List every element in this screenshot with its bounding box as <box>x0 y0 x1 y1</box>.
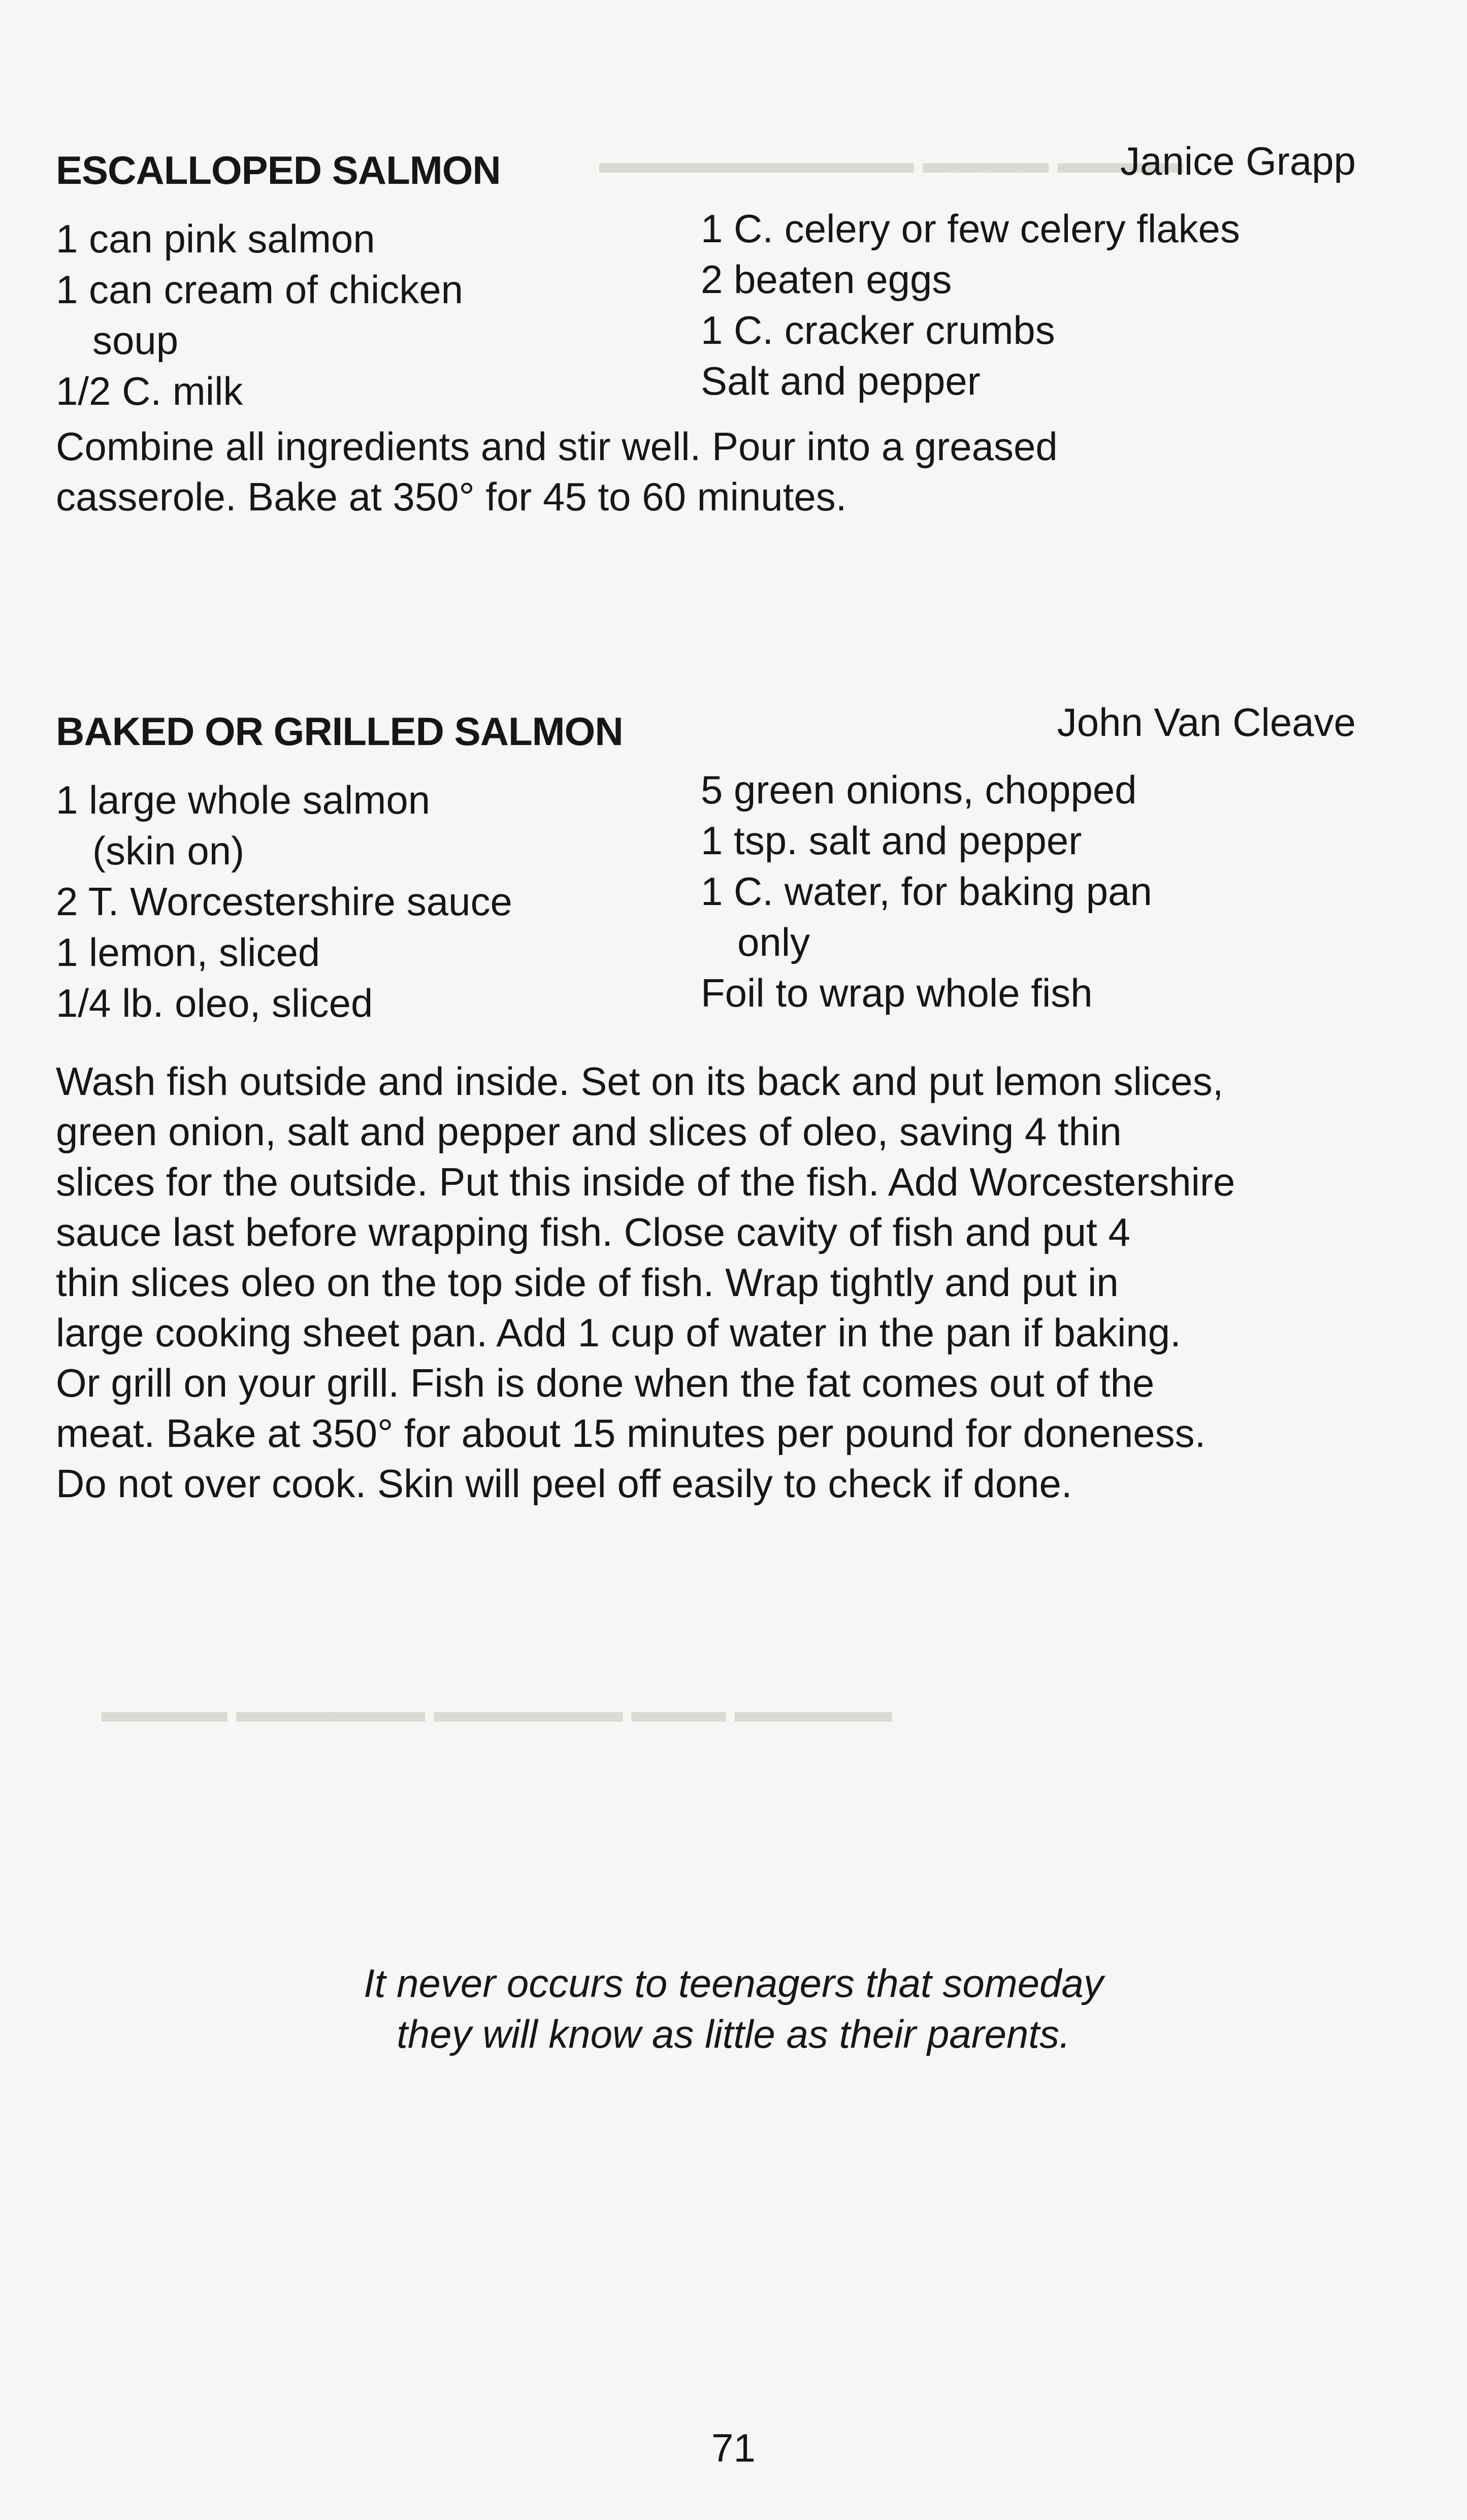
ingredient: 1 C. celery or few celery flakes <box>701 206 1241 251</box>
directions-line: Do not over cook. Skin will peel off easily to check if done. <box>56 1461 1072 1506</box>
ingredient: 1/2 C. milk <box>56 369 243 413</box>
ingredients-right <box>701 764 1152 1018</box>
show-through-texture: ▬▬▬▬▬ ▬▬▬ ▬▬▬▬▬▬ ▬▬▬▬▬▬ ▬▬▬▬ <box>102 1694 892 1729</box>
quote-line: they will know as little as their parents. <box>397 2012 1070 2056</box>
directions-line: sauce last before wrapping fish. Close cavity of fish and put 4 <box>56 1210 1130 1254</box>
ingredient: 1 large whole salmon <box>56 778 431 822</box>
directions-line: meat. Bake at 350° for about 15 minutes per pound for doneness. <box>56 1411 1206 1456</box>
directions-line: green onion, salt and pepper and slices of oleo, saving 4 thin <box>56 1109 1122 1154</box>
recipe-title: BAKED OR GRILLED SALMON <box>56 709 623 754</box>
directions-line: Combine all ingredients and stir well. Pour into a greased <box>56 424 1058 469</box>
ingredient: 2 T. Worcestershire sauce <box>56 879 512 924</box>
ingredients-right <box>701 203 1240 406</box>
recipe-title: ESCALLOPED SALMON <box>56 148 501 192</box>
page-number: 71 <box>711 2426 756 2470</box>
quote-line: It never occurs to teenagers that someday <box>364 1961 1103 2006</box>
ingredient: (skin on) <box>92 828 245 873</box>
ingredients-left <box>56 213 463 416</box>
filler-quote <box>0 1958 1467 2059</box>
directions-line: large cooking sheet pan. Add 1 cup of water in the pan if baking. <box>56 1310 1181 1355</box>
directions-line: casserole. Bake at 350° for 45 to 60 minutes. <box>56 474 847 519</box>
directions-line: Wash fish outside and inside. Set on its back and put lemon slices, <box>56 1059 1224 1104</box>
ingredient: 5 green onions, chopped <box>701 767 1137 812</box>
recipe-directions <box>56 422 1356 522</box>
recipe-escalloped-salmon <box>56 139 1356 522</box>
recipe-directions <box>56 1056 1356 1509</box>
recipe-author: John Van Cleave <box>1057 700 1356 745</box>
ingredient: soup <box>92 318 179 363</box>
ingredient: 1 can cream of chicken <box>56 267 464 312</box>
ingredient: Foil to wrap whole fish <box>701 971 1093 1015</box>
ingredient: Salt and pepper <box>701 359 981 403</box>
ingredient: 1 C. water, for baking pan <box>701 869 1152 914</box>
ingredient: 1 can pink salmon <box>56 216 375 261</box>
directions-line: slices for the outside. Put this inside of the fish. Add Worcestershire <box>56 1159 1235 1204</box>
ingredient: 1/4 lb. oleo, sliced <box>56 981 373 1025</box>
recipe-author: Janice Grapp <box>1120 139 1356 183</box>
ingredient: only <box>737 920 810 964</box>
ingredient: 1 lemon, sliced <box>56 930 320 975</box>
directions-line: thin slices oleo on the top side of fish. Wrap tightly and put in <box>56 1260 1119 1305</box>
ingredient: 1 tsp. salt and pepper <box>701 818 1082 863</box>
ingredient: 1 C. cracker crumbs <box>701 308 1055 352</box>
ingredients-left <box>56 774 512 1028</box>
directions-line: Or grill on your grill. Fish is done when the fat comes out of the <box>56 1361 1155 1405</box>
recipe-baked-or-grilled-salmon <box>56 700 1356 1509</box>
ingredient: 2 beaten eggs <box>701 257 952 302</box>
show-through-texture: ▬▬▬▬ ▬▬▬▬ ▬▬▬▬▬▬▬▬▬▬ <box>599 145 1184 180</box>
